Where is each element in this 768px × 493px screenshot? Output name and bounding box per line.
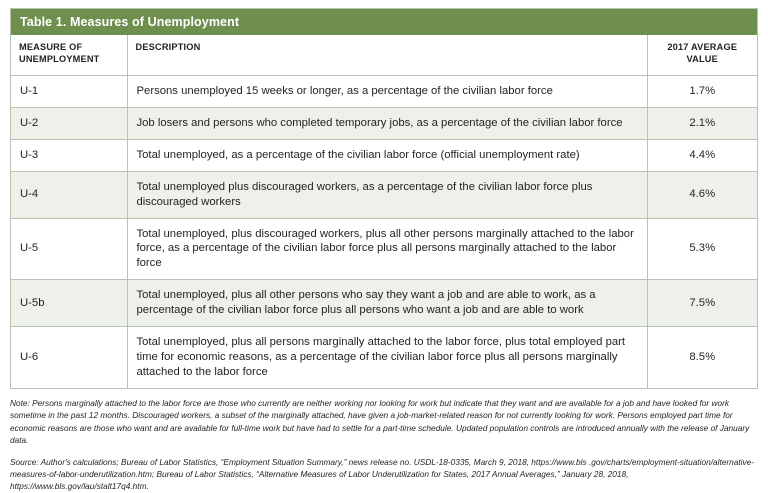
table-note: Note: Persons marginally attached to the labor force are those who currently are neither working nor looking for work but indicate that they want and are available for a job and have looked for work sometime in the past 12 months. Discouraged workers, a subset of the marginally attached, have given a job-market-related reason for not currently looking for work. Persons employed part time for economic reasons are those who want and are available for full-time work but have had to settle for a part-time schedule. Updated population controls are introduced annually with the release of January data. [10, 397, 750, 446]
row-description: Total unemployed, plus discouraged workers, plus all other persons marginally attached to the labor force, as a percentage of the civilian labor force plus all persons marginally attached to the labor force [127, 218, 647, 280]
table-header [11, 35, 757, 76]
row-value: 2.1% [647, 107, 757, 139]
unemployment-table [10, 8, 758, 389]
row-value: 7.5% [647, 280, 757, 327]
row-description: Job losers and persons who completed temporary jobs, as a percentage of the civilian labor force [127, 107, 647, 139]
row-code: U-5 [11, 218, 127, 280]
row-code: U-4 [11, 171, 127, 218]
row-code: U-6 [11, 327, 127, 388]
row-code: U-3 [11, 139, 127, 171]
column-header-measure: MEASURE OF UNEMPLOYMENT [11, 35, 127, 76]
row-value: 5.3% [647, 218, 757, 280]
table-body [11, 76, 757, 388]
row-code: U-2 [11, 107, 127, 139]
row-code: U-1 [11, 76, 127, 108]
row-code: U-5b [11, 280, 127, 327]
column-header-description: DESCRIPTION [127, 35, 647, 76]
row-description: Total unemployed, plus all persons marginally attached to the labor force, plus total employed part time for economic reasons, as a percentage of the civilian labor force plus all persons marginally attached to the labor force [127, 327, 647, 388]
table-row [11, 76, 757, 108]
header-row [11, 35, 757, 76]
measures-table [11, 35, 757, 388]
row-value: 8.5% [647, 327, 757, 388]
row-value: 4.6% [647, 171, 757, 218]
table-title: Table 1. Measures of Unemployment [11, 9, 757, 35]
row-value: 1.7% [647, 76, 757, 108]
table-row [11, 280, 757, 327]
table-row [11, 327, 757, 388]
table-row [11, 171, 757, 218]
table-source: Source: Author's calculations; Bureau of Labor Statistics, “Employment Situation Summary,” news release no. USDL-18-0335, March 9, 2018, https://www.bls .gov/charts/employment-situation/alternative-measures-of-labor-underutilization.htm; Bureau of Labor Statistics, “Alternative Measures of Labor Underutilization for States, 2017 Annual Averages,” January 28, 2018, https://www.bls.gov/lau/stalt17q4.htm. [10, 456, 755, 492]
row-description: Total unemployed, as a percentage of the civilian labor force (official unemployment rate) [127, 139, 647, 171]
row-description: Total unemployed plus discouraged workers, as a percentage of the civilian labor force plus discouraged workers [127, 171, 647, 218]
row-description: Persons unemployed 15 weeks or longer, as a percentage of the civilian labor force [127, 76, 647, 108]
table-row [11, 139, 757, 171]
column-header-value: 2017 AVERAGE VALUE [647, 35, 757, 76]
row-description: Total unemployed, plus all other persons who say they want a job and are able to work, as a percentage of the civilian labor force plus all persons who want a job and are able to work [127, 280, 647, 327]
table-row [11, 107, 757, 139]
table-row [11, 218, 757, 280]
row-value: 4.4% [647, 139, 757, 171]
